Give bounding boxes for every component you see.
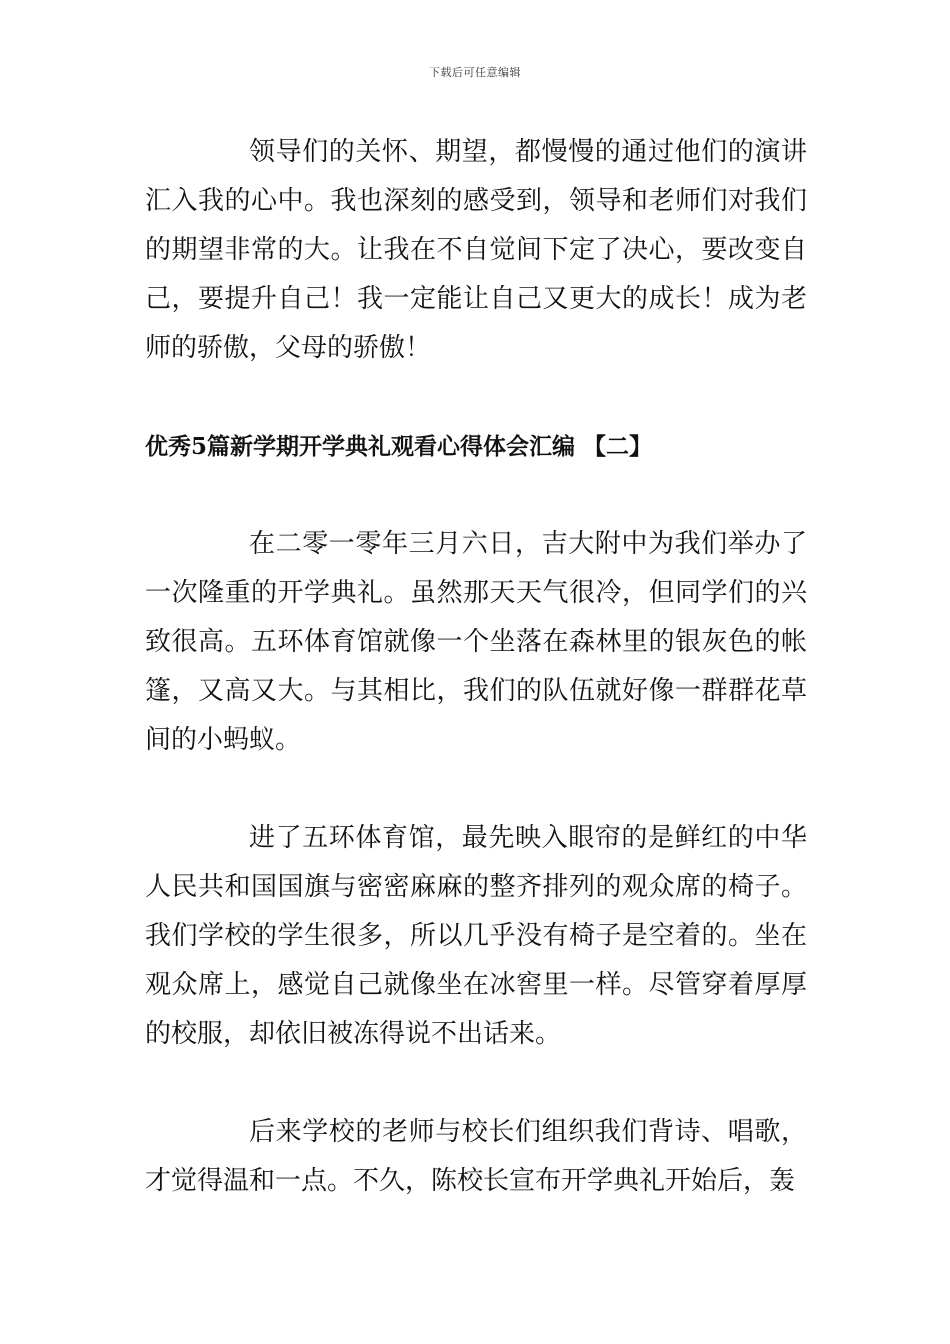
paragraph-2: 在二零一零年三月六日，吉大附中为我们举办了一次隆重的开学典礼。虽然那天天气很冷，但同学们的兴致很高。五环体育馆就像一个坐落在森林里的银灰色的帐篷，又高又大。与其相比，我们的队伍就好像一群群花草间的小蚂蚁。: [145, 529, 807, 755]
document-body: [145, 128, 807, 1206]
paragraph-3: 进了五环体育馆，最先映入眼帘的是鲜红的中华人民共和国国旗与密密麻麻的整齐排列的观众席的椅子。我们学校的学生很多，所以几乎没有椅子是空着的。坐在观众席上，感觉自己就像坐在冰窖里一样。尽管穿着厚厚的校服，却依旧被冻得说不出话来。: [145, 823, 807, 1049]
paragraph-4: 后来学校的老师与校长们组织我们背诗、唱歌，才觉得温和一点。不久，陈校长宣布开学典礼开始后，轰: [145, 1117, 807, 1196]
paragraph-1: 领导们的关怀、期望，都慢慢的通过他们的演讲汇入我的心中。我也深刻的感受到，领导和老师们对我们的期望非常的大。让我在不自觉间下定了决心，要改变自己，要提升自己！我一定能让自己又更大的成长！成为老师的骄傲，父母的骄傲！: [145, 137, 807, 363]
section-title: 优秀5篇新学期开学典礼观看心得体会汇编 【二】: [145, 433, 653, 460]
header-note: 下载后可任意编辑: [429, 66, 521, 79]
